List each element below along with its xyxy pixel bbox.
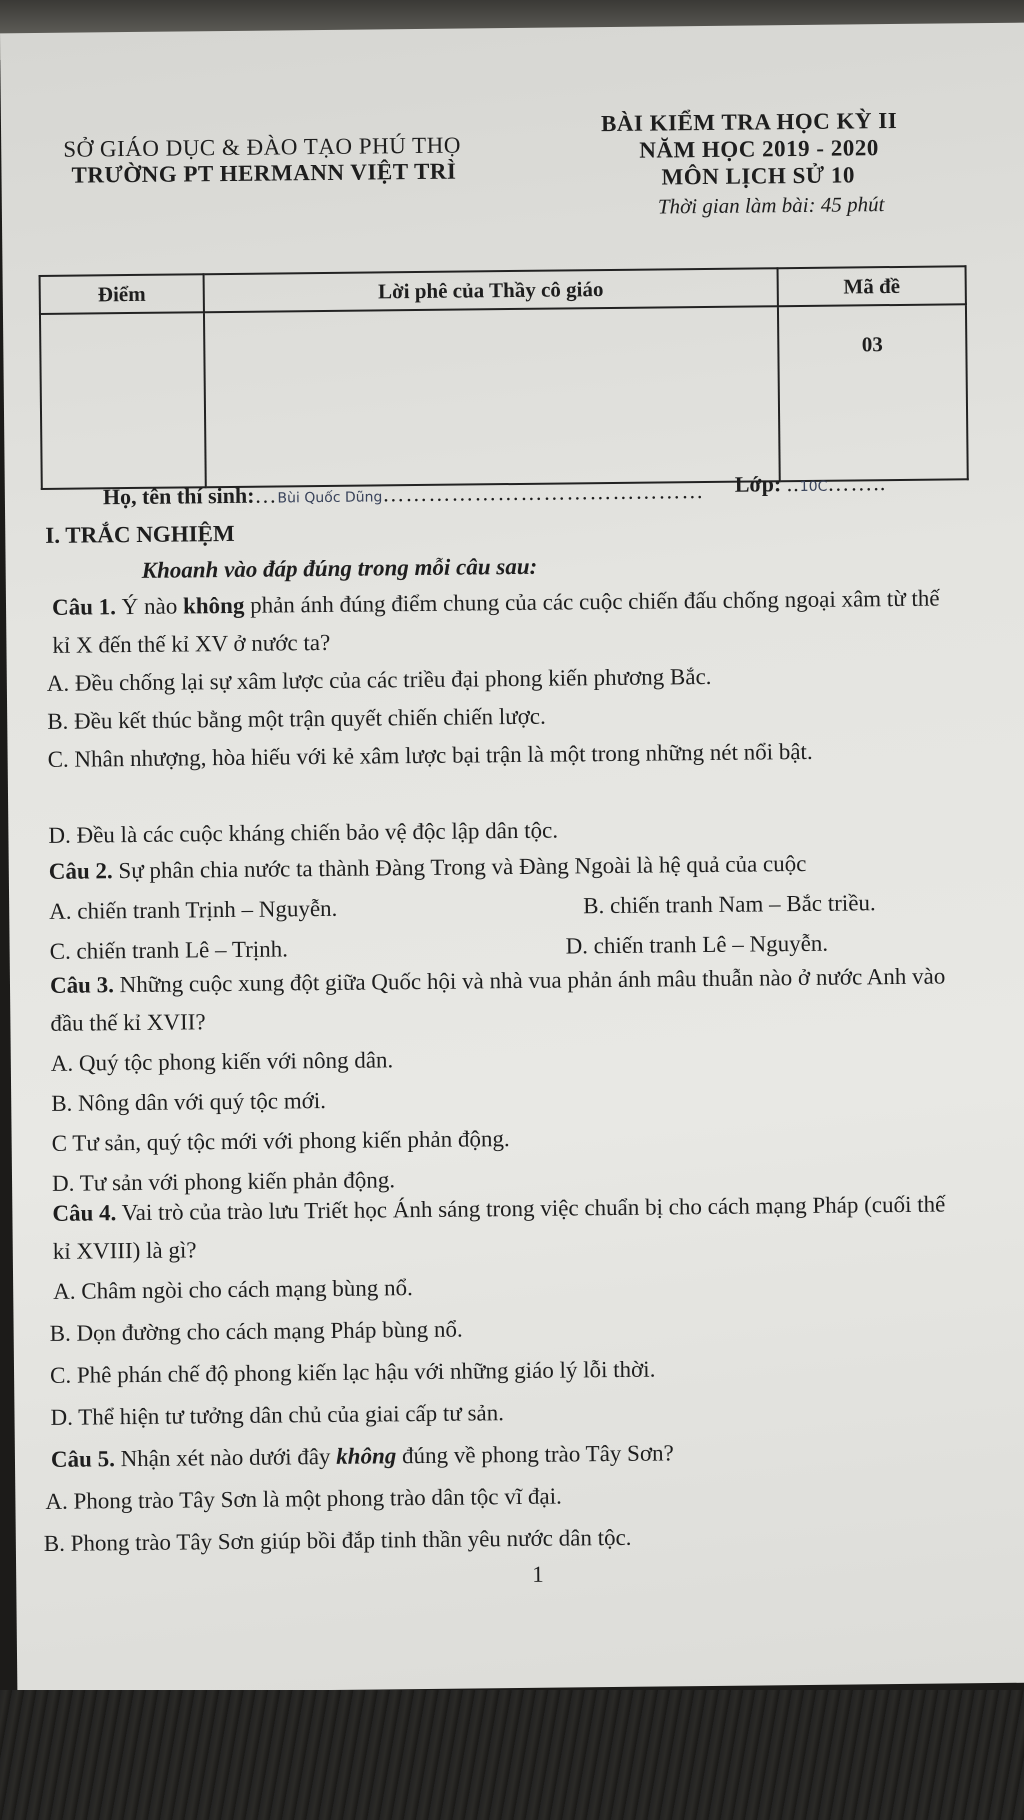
background-floor	[0, 1690, 1024, 1820]
question-4: Câu 4. Vai trò của trào lưu Triết học Ánh sáng trong việc chuẩn bị cho cách mạng Pháp (cuối thế kỉ XVIII) là gì?	[52, 1191, 946, 1264]
q1-option-a: A. Đều chống lại sự xâm lược của các triều đại phong kiến phương Bắc.	[46, 663, 712, 696]
question-number: Câu 2.	[48, 858, 113, 884]
question-number: Câu 4.	[52, 1200, 117, 1226]
question-1: Câu 1. Ý nào không phản ánh đúng điểm chung của các cuộc chiến đấu chống ngoại xâm từ thế kỉ X đến thế kỉ XV ở nước ta?	[51, 585, 940, 658]
question-number: Câu 5.	[50, 1446, 115, 1472]
score-cell	[40, 312, 206, 489]
department-name: SỞ GIÁO DỤC & ĐÀO TẠO PHÚ THỌ	[63, 132, 461, 162]
question-3: Câu 3. Những cuộc xung đột giữa Quốc hội và nhà vua phản ánh mâu thuẫn nào ở nước Anh vào đầu thế kỉ XVII?	[49, 963, 946, 1036]
question-number: Câu 1.	[51, 594, 117, 620]
q4-option-c: C. Phê phán chế độ phong kiến lạc hậu với những giáo lý lỗi thời.	[49, 1356, 656, 1388]
q2-option-b: B. chiến tranh Nam – Bắc triều.	[583, 890, 876, 919]
q5-option-a: A. Phong trào Tây Sơn là một phong trào dân tộc vĩ đại.	[45, 1483, 562, 1514]
q1-option-c: C. Nhân nhượng, hòa hiếu với kẻ xâm lược bại trận là một trong những nét nổi bật.	[47, 738, 813, 772]
class-line: Lớp: ..10C……..	[734, 470, 887, 497]
code-header: Mã đề	[778, 266, 966, 306]
question-5: Câu 5. Nhận xét nào dưới đây không đúng về phong trào Tây Sơn?	[50, 1440, 674, 1472]
q4-option-a: A. Châm ngòi cho cách mạng bùng nổ.	[53, 1275, 413, 1304]
class-label: Lớp:	[734, 471, 782, 497]
q2-option-a: A. chiến tranh Trịnh – Nguyễn.	[49, 895, 338, 924]
q3-option-b: B. Nông dân với quý tộc mới.	[51, 1088, 327, 1116]
q1-option-d: D. Đều là các cuộc kháng chiến bảo vệ độc lập dân tộc.	[48, 817, 559, 848]
q3-option-d: D. Tư sản với phong kiến phản động.	[51, 1167, 396, 1196]
section-title: I. TRẮC NGHIỆM	[45, 520, 235, 548]
exam-title: BÀI KIỂM TRA HỌC KỲ II	[600, 107, 898, 137]
q3-option-a: A. Quý tộc phong kiến với nông dân.	[50, 1047, 394, 1076]
school-year: NĂM HỌC 2019 - 2020	[639, 135, 879, 163]
score-header: Điểm	[40, 274, 204, 314]
q4-option-d: D. Thể hiện tư tưởng dân chủ của giai cấp tư sản.	[50, 1400, 505, 1430]
emphasis: không	[336, 1443, 397, 1469]
exam-code: 03	[778, 304, 968, 481]
q1-option-b: B. Đều kết thúc bằng một trận quyết chiến chiến lược.	[47, 703, 546, 734]
q4-option-b: B. Dọn đường cho cách mạng Pháp bùng nổ.	[49, 1316, 463, 1346]
q5-option-b: B. Phong trào Tây Sơn giúp bồi đắp tinh thần yêu nước dân tộc.	[43, 1524, 632, 1556]
instruction: Khoanh vào đáp đúng trong mỗi câu sau:	[141, 553, 538, 583]
emphasis: không	[182, 592, 245, 619]
q2-option-d: D. chiến tranh Lê – Nguyễn.	[565, 930, 829, 959]
student-name-value: Bùi Quốc Dũng	[277, 489, 383, 507]
student-name-label: Họ, tên thí sinh:	[102, 482, 255, 510]
q3-option-c: C Tư sản, quý tộc mới với phong kiến phản động.	[51, 1126, 510, 1156]
school-name: TRƯỜNG PT HERMANN VIỆT TRÌ	[71, 158, 457, 188]
comment-header: Lời phê của Thầy cô giáo	[204, 268, 778, 312]
question-number: Câu 3.	[49, 972, 115, 998]
comment-cell	[204, 306, 780, 487]
grade-table	[39, 265, 969, 490]
q2-option-c: C. chiến tranh Lê – Trịnh.	[49, 936, 289, 964]
time-limit: Thời gian làm bài: 45 phút	[657, 192, 885, 219]
page-number: 1	[532, 1561, 544, 1587]
exam-paper	[0, 23, 1024, 1694]
class-value: 10C	[799, 478, 828, 496]
question-2: Câu 2. Sự phân chia nước ta thành Đàng Trong và Đàng Ngoài là hệ quả của cuộc	[48, 850, 807, 884]
student-name-line: Họ, tên thí sinh:…Bùi Quốc Dũng……………………………………	[102, 478, 705, 510]
subject-title: MÔN LỊCH SỬ 10	[661, 162, 856, 190]
